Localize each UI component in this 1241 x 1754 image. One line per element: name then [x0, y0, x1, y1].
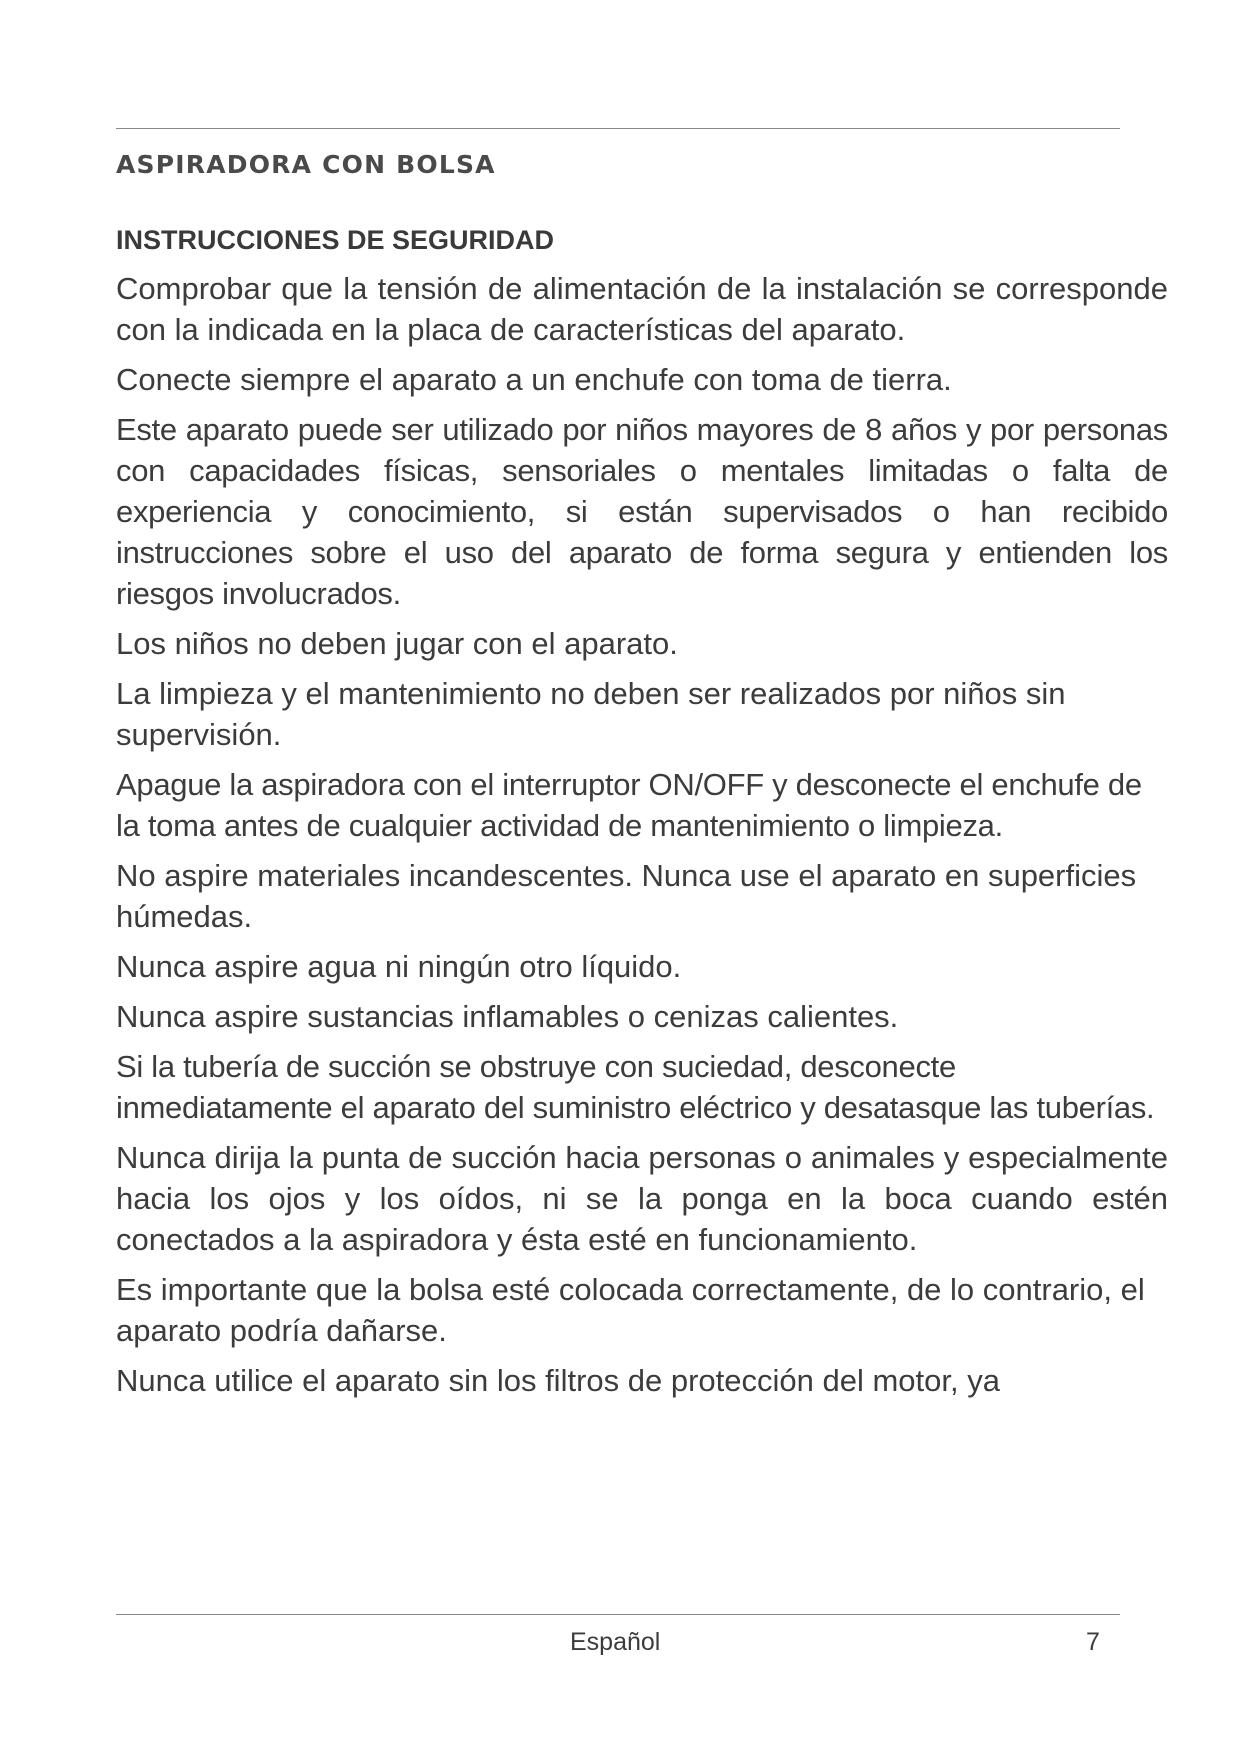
- paragraph: Es importante que la bolsa esté colocada correctamente, de lo contrario, el aparato podría dañarse.: [116, 1272, 1145, 1348]
- paragraph: Este aparato puede ser utilizado por niños mayores de 8 años y por personas con capacidades físicas, sensoriales o mentales limitadas o falta de experiencia y conocimiento, si están supervisados o han recibido instrucciones sobre el uso del aparato de forma segura y entienden los riesgos involucrados.: [116, 412, 1168, 611]
- page-number: 7: [1086, 1628, 1100, 1656]
- document-header: ASPIRADORA CON BOLSA: [116, 150, 496, 179]
- paragraph: Nunca aspire sustancias inflamables o cenizas calientes.: [116, 999, 899, 1034]
- paragraph: Conecte siempre el aparato a un enchufe con toma de tierra.: [116, 362, 952, 397]
- paragraph: Nunca utilice el aparato sin los filtros de protección del motor, ya: [116, 1363, 1000, 1398]
- paragraph: Comprobar que la tensión de alimentación de la instalación se corresponde con la indicada en la placa de características del aparato.: [116, 271, 1168, 347]
- section-title: INSTRUCCIONES DE SEGURIDAD: [116, 225, 555, 255]
- paragraph: Si la tubería de succión se obstruye con suciedad, desconecte inmediatamente el aparato del suministro eléctrico y desatasque las tuberías.: [116, 1049, 1155, 1125]
- footer-divider: [116, 1614, 1120, 1615]
- paragraph: Los niños no deben jugar con el aparato.: [116, 626, 678, 661]
- paragraph: Nunca aspire agua ni ningún otro líquido.: [116, 949, 682, 984]
- paragraph: La limpieza y el mantenimiento no deben ser realizados por niños sin supervisión.: [116, 676, 1066, 752]
- safety-section: [116, 222, 1168, 1410]
- paragraph: No aspire materiales incandescentes. Nunca use el aparato en superficies húmedas.: [116, 858, 1137, 934]
- paragraph: Nunca dirija la punta de succión hacia personas o animales y especialmente hacia los ojos y los oídos, ni se la ponga en la boca cuando estén conectados a la aspiradora y ésta esté en funcionamiento.: [116, 1140, 1168, 1257]
- header-divider: [116, 128, 1120, 129]
- paragraph: Apague la aspiradora con el interruptor ON/OFF y desconecte el enchufe de la toma antes de cualquier actividad de mantenimiento o limpieza.: [116, 767, 1142, 843]
- footer-language: Español: [570, 1628, 661, 1656]
